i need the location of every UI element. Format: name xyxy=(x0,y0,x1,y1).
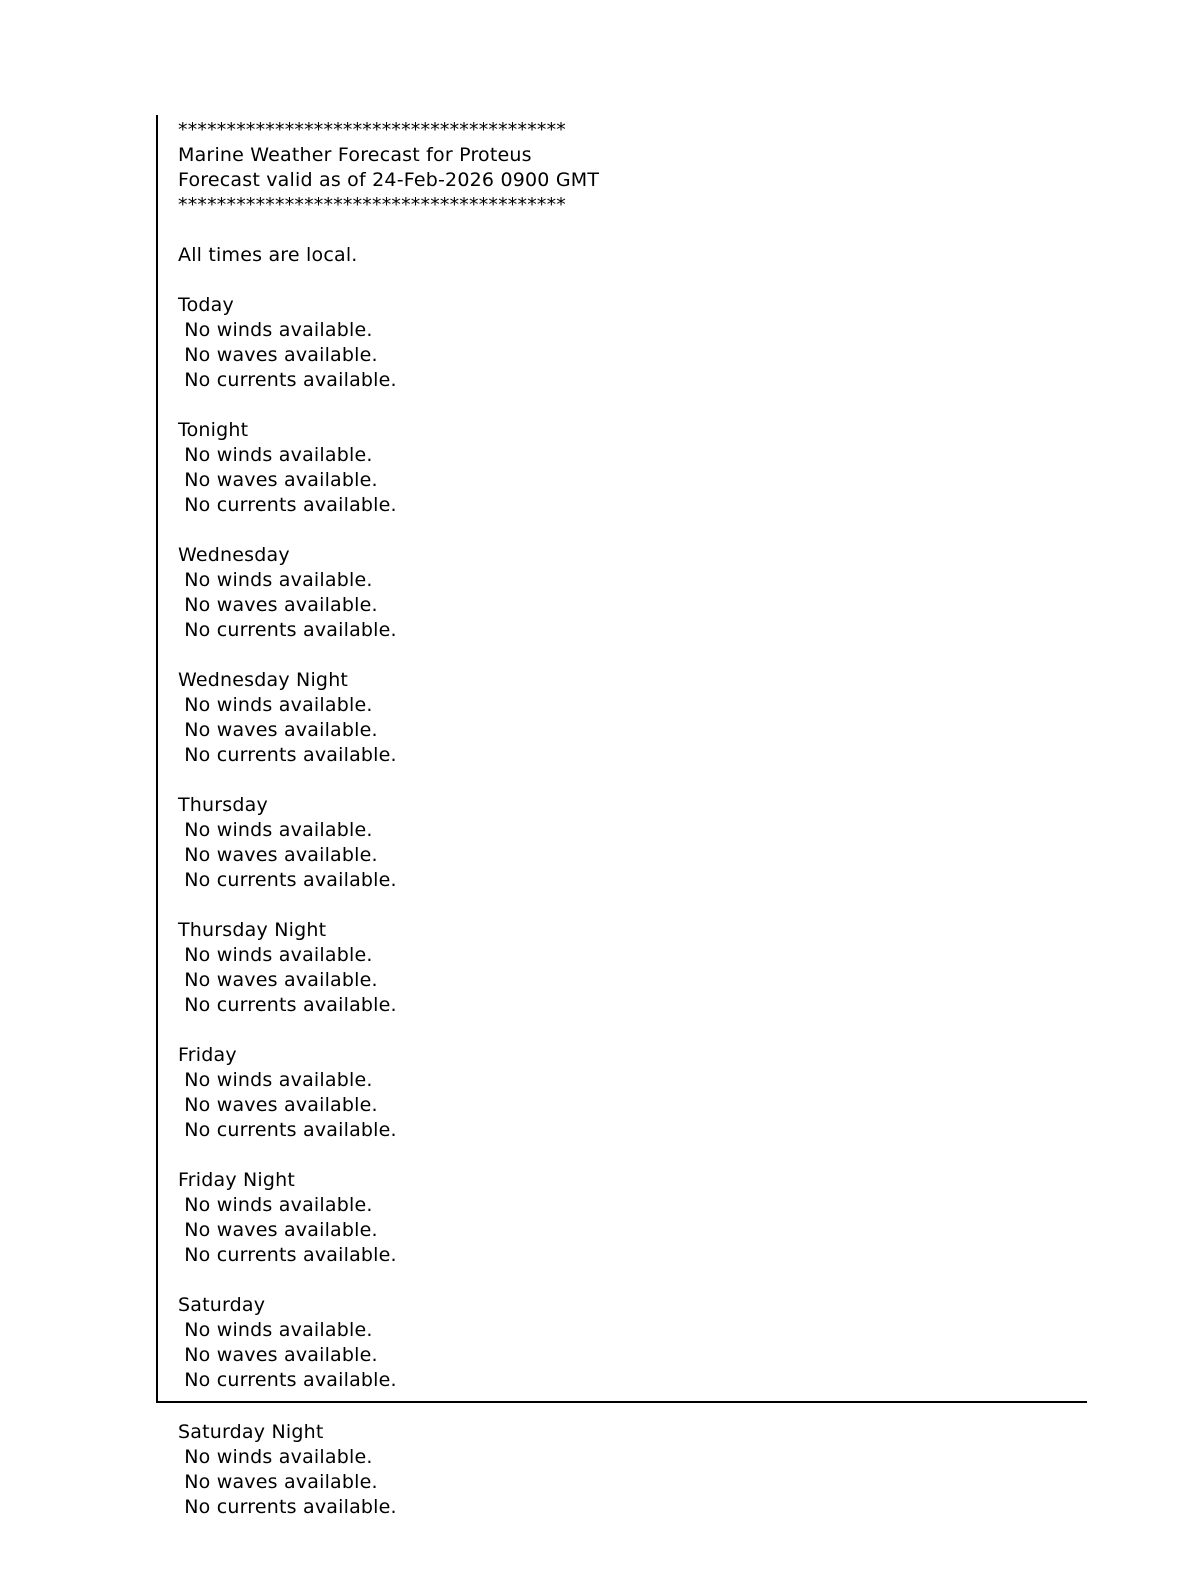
forecast-day-label: Friday Night xyxy=(178,1169,296,1191)
times-note: All times are local. xyxy=(178,244,358,266)
forecast-detail-line: No waves available. xyxy=(178,469,378,491)
divider-line: **************************************** xyxy=(178,119,566,141)
forecast-detail-line: No waves available. xyxy=(178,1094,378,1116)
forecast-detail-line: No winds available. xyxy=(178,1069,373,1091)
forecast-detail-line: No winds available. xyxy=(178,319,373,341)
forecast-section xyxy=(178,543,1087,643)
forecast-sections xyxy=(178,293,1087,1393)
forecast-detail-line: No winds available. xyxy=(178,444,373,466)
forecast-day-label: Today xyxy=(178,294,234,316)
forecast-detail-line: No currents available. xyxy=(178,1244,397,1266)
divider-line: **************************************** xyxy=(178,194,566,216)
forecast-detail-line: No currents available. xyxy=(178,1369,397,1391)
forecast-detail-line: No currents available. xyxy=(178,369,397,391)
forecast-valid-line: Forecast valid as of 24-Feb-2026 0900 GMT xyxy=(178,169,600,191)
forecast-detail-line: No waves available. xyxy=(178,1471,378,1493)
forecast-section xyxy=(178,418,1087,518)
forecast-day-label: Saturday xyxy=(178,1294,266,1316)
forecast-section xyxy=(178,918,1087,1018)
forecast-detail-line: No currents available. xyxy=(178,994,397,1016)
forecast-day-label: Thursday xyxy=(178,794,268,816)
forecast-detail-line: No waves available. xyxy=(178,844,378,866)
forecast-detail-line: No winds available. xyxy=(178,944,373,966)
forecast-box xyxy=(156,115,1087,1403)
forecast-detail-line: No waves available. xyxy=(178,719,378,741)
forecast-detail-line: No winds available. xyxy=(178,1194,373,1216)
forecast-detail-line: No waves available. xyxy=(178,344,378,366)
forecast-detail-line: No winds available. xyxy=(178,1446,373,1468)
forecast-day-label: Saturday Night xyxy=(178,1421,324,1443)
forecast-detail-line: No currents available. xyxy=(178,1496,397,1518)
forecast-detail-line: No currents available. xyxy=(178,869,397,891)
forecast-section xyxy=(178,1293,1087,1393)
forecast-detail-line: No winds available. xyxy=(178,1319,373,1341)
blank-line xyxy=(178,268,1087,293)
forecast-detail-line: No waves available. xyxy=(178,594,378,616)
forecast-detail-line: No currents available. xyxy=(178,494,397,516)
forecast-detail-line: No winds available. xyxy=(178,569,373,591)
forecast-day-label: Thursday Night xyxy=(178,919,327,941)
forecast-detail-line: No waves available. xyxy=(178,1344,378,1366)
forecast-section xyxy=(178,1420,397,1520)
forecast-section xyxy=(178,668,1087,768)
forecast-day-label: Wednesday xyxy=(178,544,290,566)
forecast-text xyxy=(158,115,1087,1393)
blank-line xyxy=(178,218,1087,243)
forecast-detail-line: No winds available. xyxy=(178,819,373,841)
forecast-day-label: Tonight xyxy=(178,419,249,441)
forecast-day-label: Friday xyxy=(178,1044,237,1066)
forecast-sections-overflow xyxy=(178,1420,397,1520)
forecast-section xyxy=(178,1043,1087,1143)
forecast-section xyxy=(178,293,1087,393)
forecast-detail-line: No waves available. xyxy=(178,969,378,991)
forecast-day-label: Wednesday Night xyxy=(178,669,349,691)
forecast-detail-line: No winds available. xyxy=(178,694,373,716)
forecast-detail-line: No currents available. xyxy=(178,619,397,641)
forecast-detail-line: No currents available. xyxy=(178,744,397,766)
forecast-detail-line: No currents available. xyxy=(178,1119,397,1141)
forecast-title: Marine Weather Forecast for Proteus xyxy=(178,144,532,166)
forecast-section xyxy=(178,793,1087,893)
forecast-section xyxy=(178,1168,1087,1268)
forecast-detail-line: No waves available. xyxy=(178,1219,378,1241)
